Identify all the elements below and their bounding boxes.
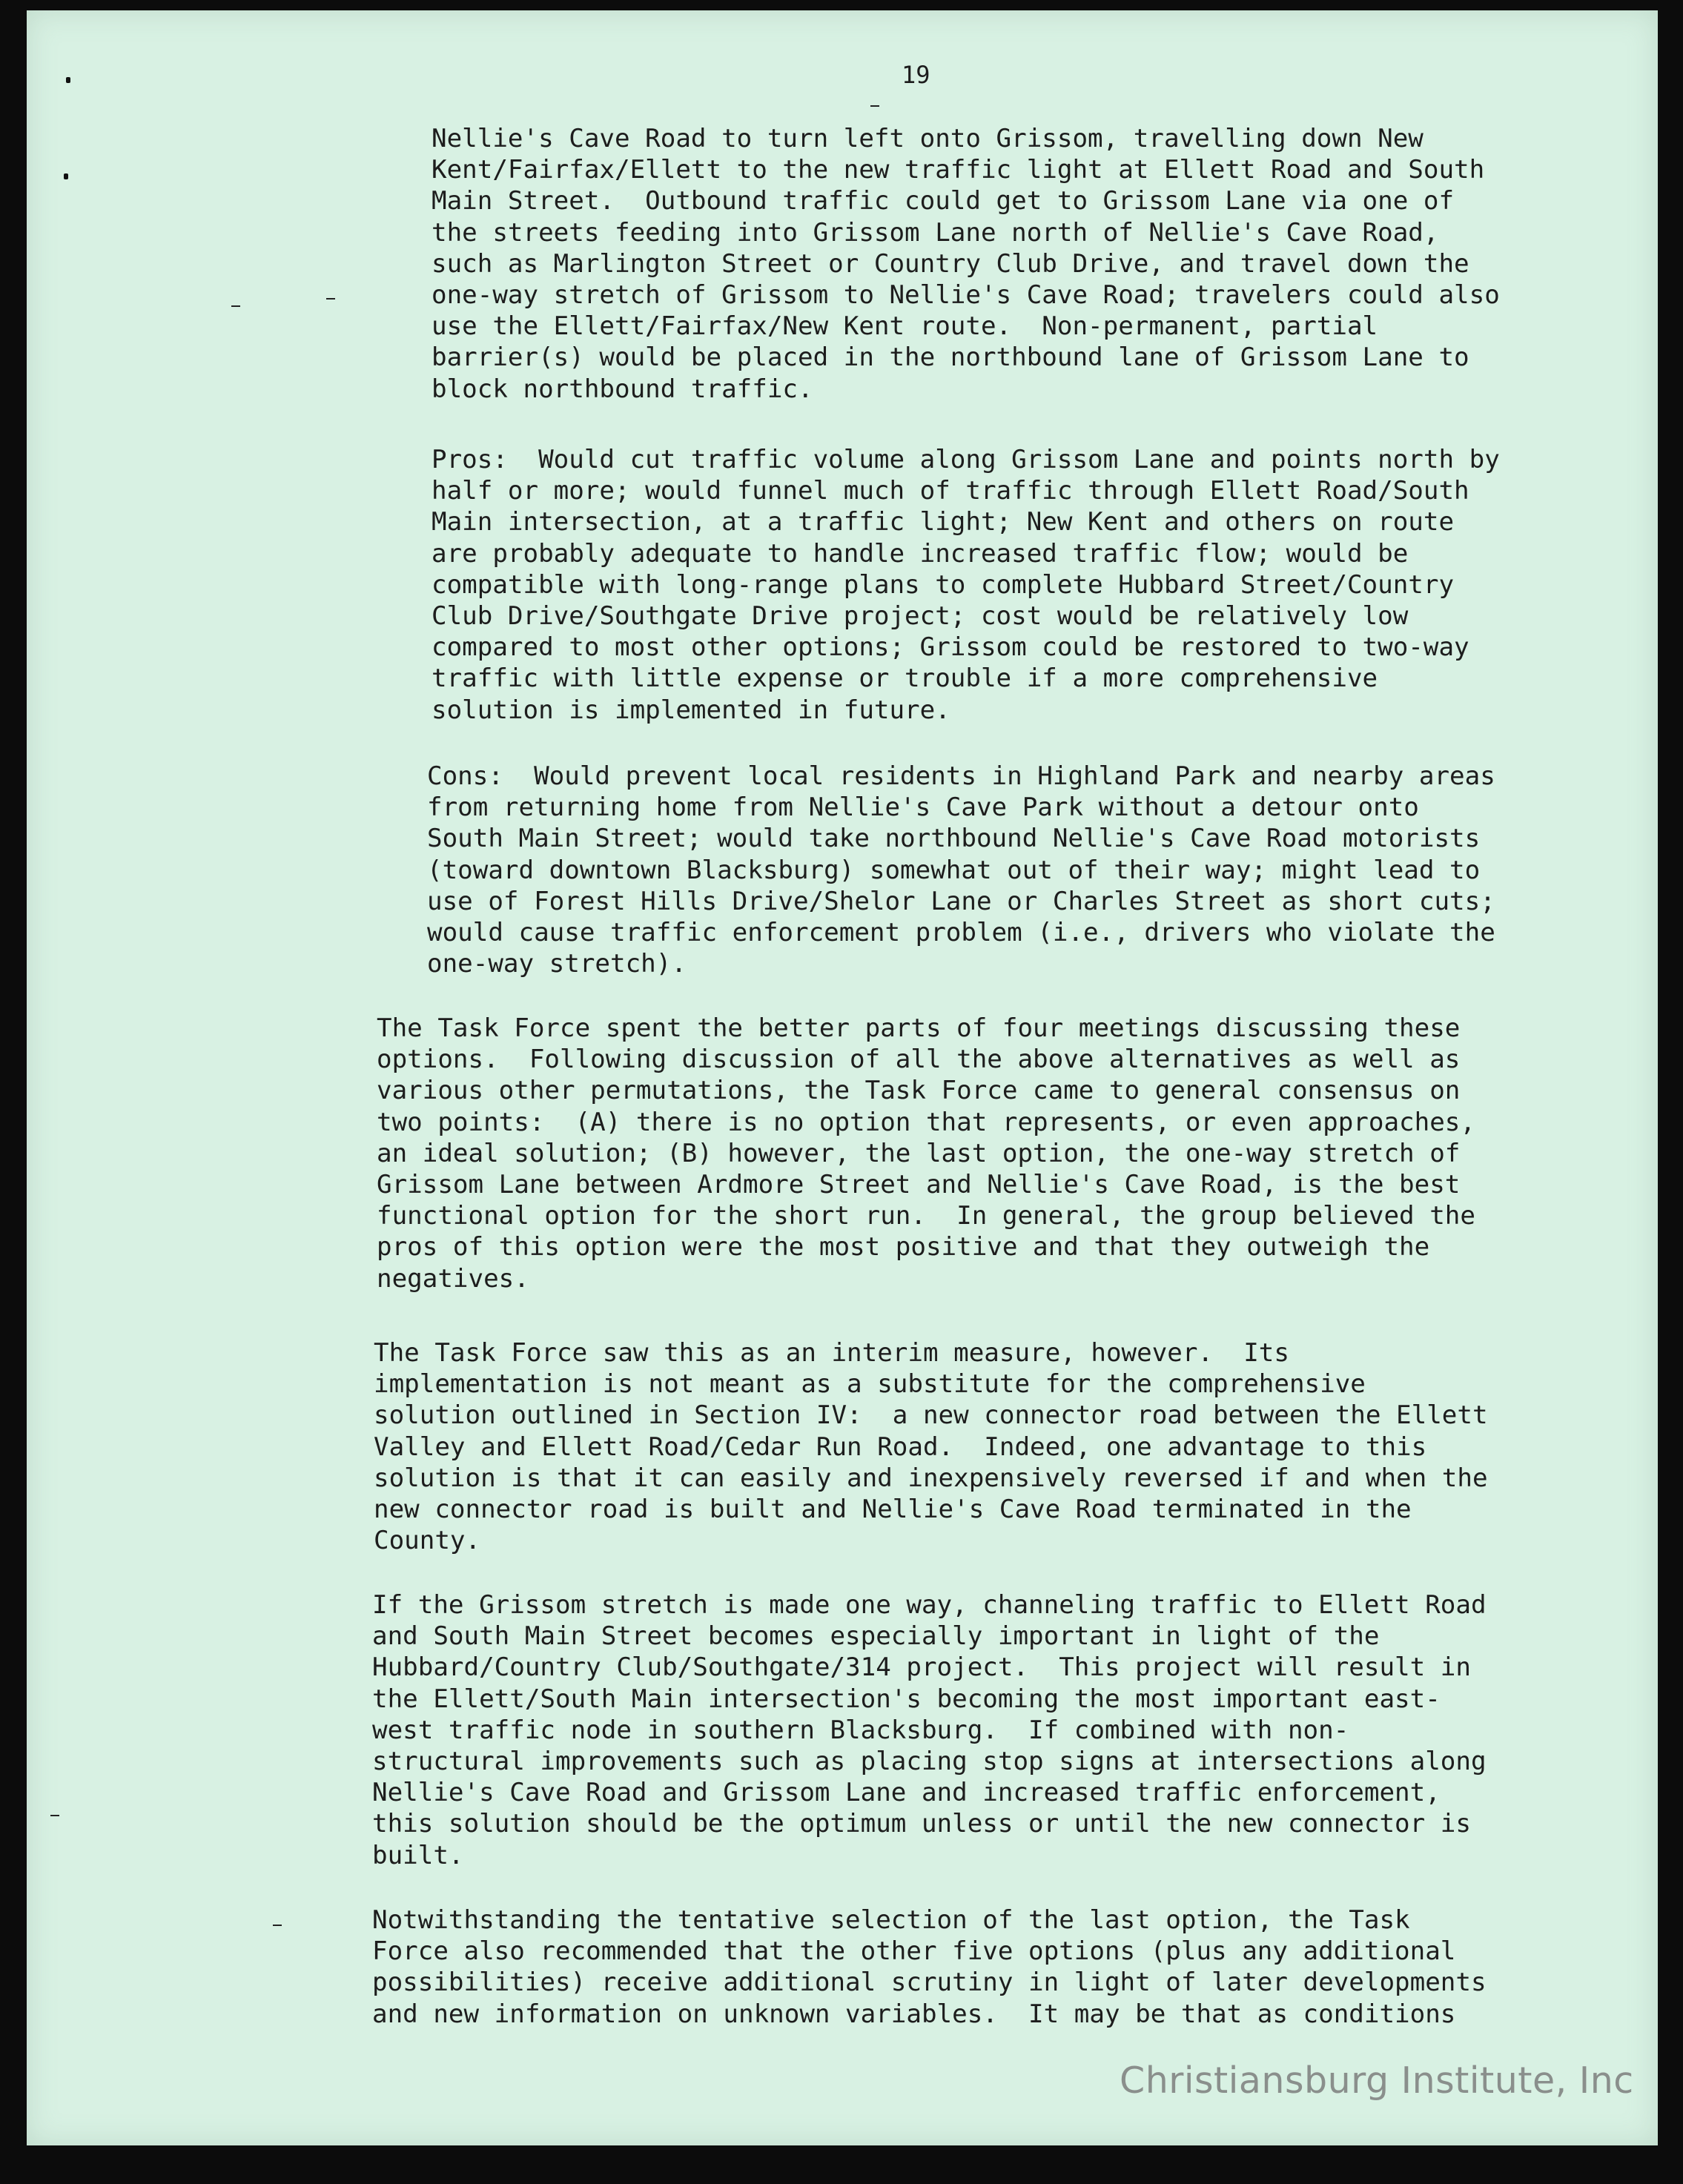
option-description-continuation: Nellie's Cave Road to turn left onto Grissom, travelling down New Kent/Fairfax/Ellett to the new traffic light at Ellett Road and South Main Street. Outbound traffic could get to Grissom Lane via one of the streets feeding into Grissom Lane north of Nellie's Cave Road, such as Marlington Street or Country Club Drive, and travel down the one-way stretch of Grissom to Nellie's Cave Road; travelers could also use the Ellett/Fairfax/New Kent route. Non-permanent, partial barrier(s) would be placed in the northbound lane of Grissom Lane to block northbound traffic.: [432, 124, 1500, 404]
hole-punch-mark: [64, 173, 68, 179]
document-page: [27, 10, 1658, 2145]
page-number: 19: [902, 61, 930, 89]
page-number-dash: [870, 105, 879, 107]
margin-dash: [50, 1815, 59, 1816]
margin-dash: [326, 298, 335, 300]
consensus-paragraph: The Task Force spent the better parts of four meetings discussing these options. Following discussion of all the above alternatives as well as various other permutations, the Task Force came to general consensus on two points: (A) there is no option that represents, or even approaches, an ideal solution; (B) however, the last option, the one-way stretch of Grissom Lane between Ardmore Street and Nellie's Cave Road, is the best functional option for the short run. In general, the group believed the pros of this option were the most positive and that they outweigh the negatives.: [377, 1013, 1475, 1294]
cons-paragraph: Cons: Would prevent local residents in Highland Park and nearby areas from returning home from Nellie's Cave Park without a detour onto South Main Street; would take northbound Nellie's Cave Road motorists (toward downtown Blacksburg) somewhat out of their way; might lead to use of Forest Hills Drive/Shelor Lane or Charles Street as short cuts; would cause traffic enforcement problem (i.e., drivers who violate the one-way stretch).: [427, 761, 1495, 979]
notwithstanding-paragraph: Notwithstanding the tentative selection of the last option, the Task Force also recommended that the other five options (plus any additional possibilities) receive additional scrutiny in light of later developments and new information on unknown variables. It may be that as conditions: [372, 1905, 1487, 2029]
hole-punch-mark: [66, 77, 70, 83]
watermark: Christiansburg Institute, Inc: [1120, 2059, 1634, 2102]
pros-paragraph: Pros: Would cut traffic volume along Grissom Lane and points north by half or more; would funnel much of traffic through Ellett Road/South Main intersection, at a traffic light; New Kent and others on route are probably adequate to handle increased traffic flow; would be compatible with long-range plans to complete Hubbard Street/Country Club Drive/Southgate Drive project; cost would be relatively low compared to most other options; Grissom could be restored to two-way traffic with little expense or trouble if a more comprehensive solution is implemented in future.: [432, 445, 1500, 725]
margin-dash: [231, 305, 240, 307]
interim-measure-paragraph: The Task Force saw this as an interim measure, however. Its implementation is not meant as a substitute for the comprehensive solution outlined in Section IV: a new connector road between the Ellett Valley and Ellett Road/Cedar Run Road. Indeed, one advantage to this solution is that it can easily and inexpensively reversed if and when the new connector road is built and Nellie's Cave Road terminated in the County.: [374, 1338, 1488, 1556]
margin-dash: [273, 1925, 282, 1926]
grissom-one-way-paragraph: If the Grissom stretch is made one way, channeling traffic to Ellett Road and South Main Street becomes especially important in light of the Hubbard/Country Club/Southgate/314 project. This project will result in the Ellett/South Main intersection's becoming the most important east- west traffic node in southern Blacksburg. If combined with non- structural improvements such as placing stop signs at intersections along Nellie's Cave Road and Grissom Lane and increased traffic enforcement, this solution should be the optimum unless or until the new connector is built.: [372, 1590, 1487, 1870]
